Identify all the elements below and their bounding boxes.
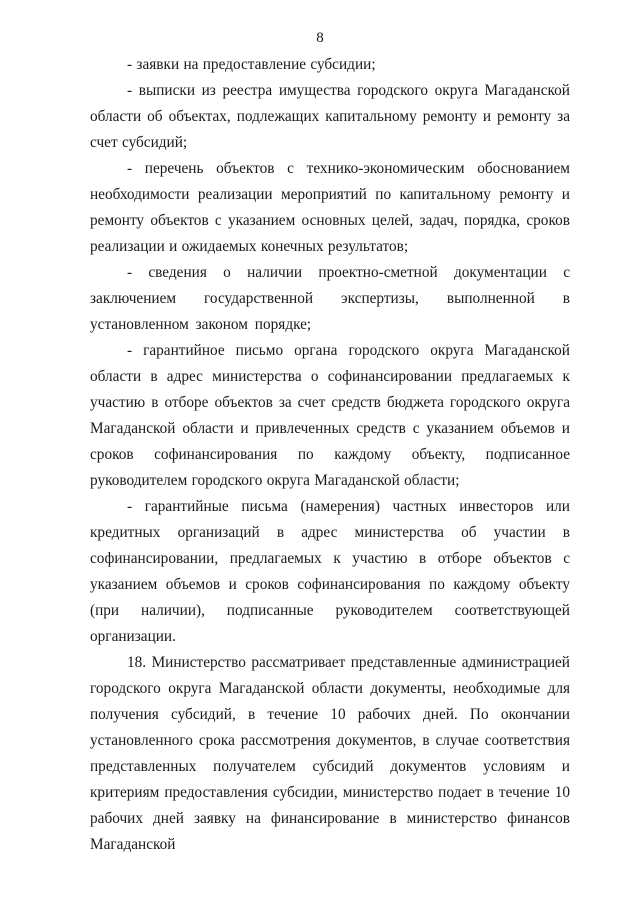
- paragraph-investor-letters: - гарантийные письма (намерения) частных инвесторов или кредитных организаций в адрес министерства об участии в софинансировании, предлагаемых к участию в отборе объектов с указанием объемов и сроков софинансирования по каждому объекту (при наличии), подписанные руководителем соответствующей организации.: [90, 498, 570, 645]
- paragraph-registry-extract: - выписки из реестра имущества городского округа Магаданской области об объектах, подлежащих капитальному ремонту и ремонту за счет субсидий;: [90, 82, 570, 151]
- paragraph-application: - заявки на предоставление субсидии;: [127, 56, 376, 73]
- paragraph-guarantee-letter: - гарантийное письмо органа городского округа Магаданской области в адрес министерства о софинансировании предлагаемых к участию в отборе объектов за счет средств бюджета городского округа Магаданской области и привлеченных средств с указанием объемов и сроков софинансирования по каждому объекту, подписанное руководителем городского округа Магаданской области;: [90, 342, 570, 489]
- paragraph-item-18: 18. Министерство рассматривает представленные администрацией городского округа Магаданской области документы, необходимые для получения субсидий, в течение 10 рабочих дней. По окончании установленного срока рассмотрения документов, в случае соответствия представленных получателем субсидий документов условиям и критериям предоставления субсидии, министерство подает в течение 10 рабочих дней заявку на финансирование в министерство финансов Магаданской: [90, 654, 570, 853]
- document-body: [90, 52, 570, 858]
- paragraph-object-list: - перечень объектов с технико-экономическим обоснованием необходимости реализации мероприятий по капитальному ремонту и ремонту объектов с указанием основных целей, задач, порядка, сроков реализации и ожидаемых конечных результатов;: [90, 160, 570, 255]
- paragraph-design-documentation: - сведения о наличии проектно-сметной документации с заключением государственной экспертизы, выполненной в установленном законом порядке;: [90, 264, 570, 333]
- page-number: 8: [316, 30, 324, 46]
